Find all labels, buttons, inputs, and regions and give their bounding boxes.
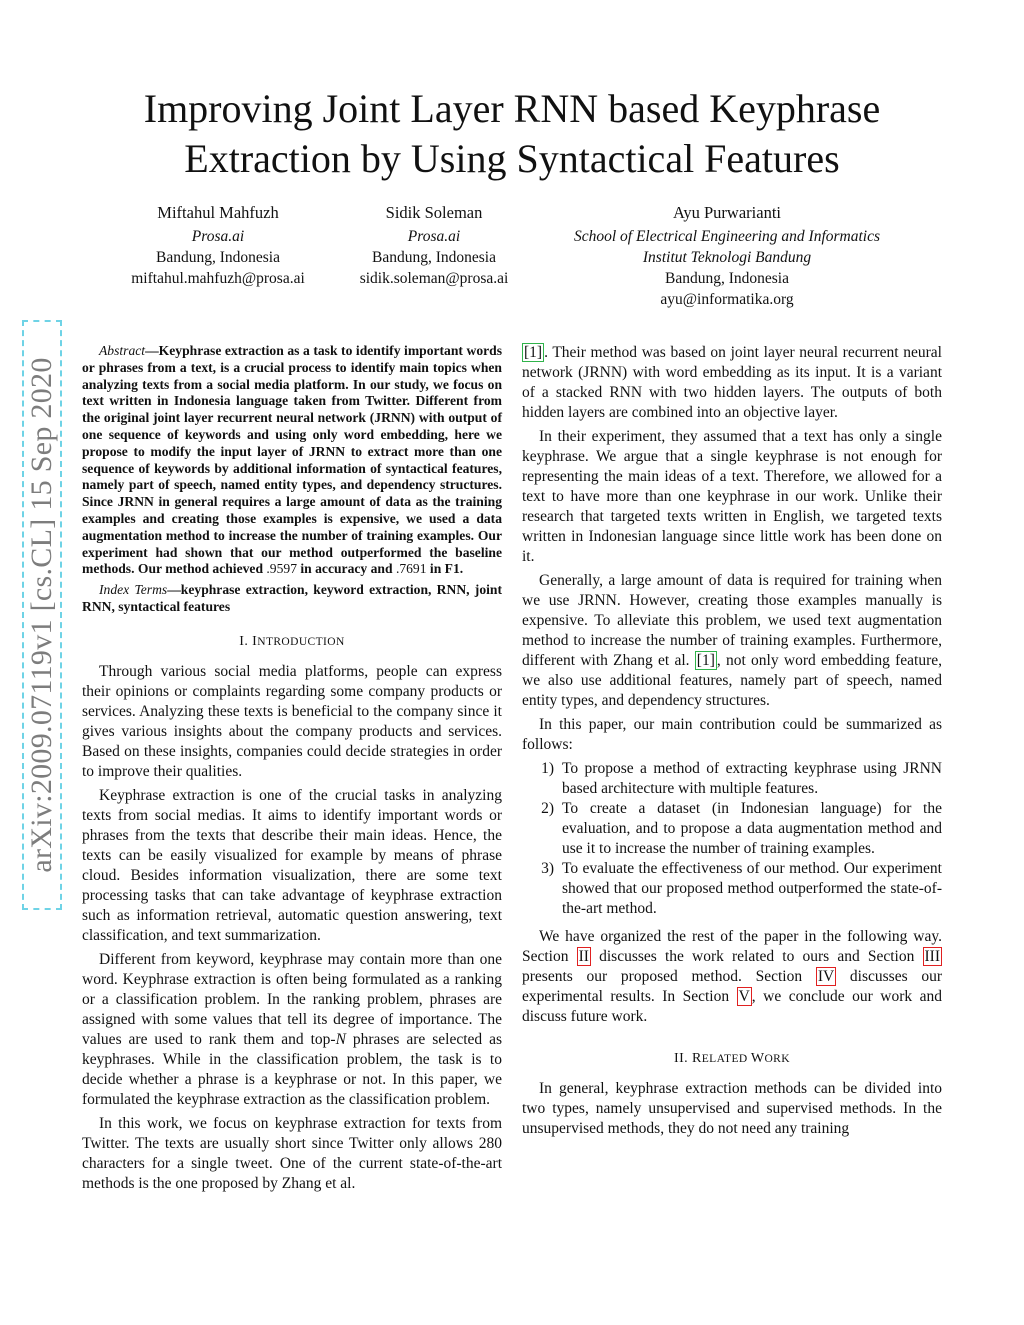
paragraph-continued: [1] . Their method was based on joint layer neural recurrent neural network (JRNN) with word embedding as its input. It is a variant of a stacked RNN with two hidden layers. The outputs of both hidden layers are combined into an objective layer. bbox=[522, 344, 942, 421]
index-terms-text: keyphrase extraction, keyword extraction, RNN, joint RNN, syntactical features bbox=[82, 582, 502, 614]
abstract-text: Keyphrase extraction as a task to identify important words or phrases from a text, is a crucial process to identify main topics when analyzing texts from a social media platform. In our study, we focus on text written in Indonesia language taken from Twitter. Different from the original joint layer recurrent neural network (JRNN) with output of one sequence of keywords and using only word embedding, here we propose to modify the input layer of JRNN to extract more than one sequence of keywords by additional information of syntactical features, namely part of speech, named entity types, and dependency structures. Since JRNN in general requires a large amount of data as the training examples and creating those examples is expensive, we used a data augmentation method to increase the number of training examples. Our experiment had shown that our method outperformed the baseline methods. Our method achieved bbox=[82, 343, 502, 577]
index-terms-label: Index Terms bbox=[99, 582, 168, 598]
author-block-1 bbox=[98, 202, 338, 289]
author-affiliation-school: School of Electrical Engineering and Informatics bbox=[573, 228, 881, 245]
author-affiliation-institute: Institut Teknologi Bandung bbox=[642, 249, 812, 266]
section-link[interactable]: IV bbox=[817, 968, 835, 985]
author-name: Miftahul Mahfuzh bbox=[157, 203, 279, 222]
author-affiliation: Prosa.ai bbox=[407, 228, 461, 245]
paragraph: In general, keyphrase extraction methods can be divided into two types, namely unsupervised and supervised methods. In the unsupervised methods, they do not need any training bbox=[522, 1080, 942, 1137]
author-block-2 bbox=[344, 202, 524, 289]
abstract: Abstract—Keyphrase extraction as a task to identify important words or phrases from a text, is a crucial process to identify main topics when analyzing texts from a social media platform. In our study, we focus on text written in Indonesia language taken from Twitter. Different from the original joint layer recurrent neural network (JRNN) with output of one sequence of keywords and using only word embedding, here we propose to modify the input layer of JRNN to extract more than one sequence of keywords by additional information of syntactical features, namely part of speech, named entity types, and dependency structures. Since JRNN in general requires a large amount of data as the training examples and creating those examples is expensive, we used a data augmentation method to increase the number of training examples. Our experiment had shown that our method outperformed the baseline methods. Our method achieved .9597 in accuracy and .7691 in F1. bbox=[82, 343, 502, 577]
section-heading-related-work: II. RELATED WORK bbox=[674, 1051, 790, 1066]
author-email: ayu@informatika.org bbox=[660, 291, 794, 308]
paragraph: Generally, a large amount of data is required for training when we use JRNN. However, creating those examples manually is expensive. To alleviate this problem, we used text augmentation method to increase the number of training examples. Furthermore, different with Zhang et al. [1] , not only word embedding feature, we also use additional features, namely part of speech, named entity types, and dependency structures. bbox=[522, 572, 943, 709]
right-column bbox=[522, 343, 942, 1143]
paragraph: Through various social media platforms, people can express their opinions or complaints regarding some company products or services. Analyzing these texts is beneficial to the company since it gives various insights about the company products and services. Based on these insights, companies could decide strategies in order to improve their qualities. bbox=[82, 662, 502, 780]
paragraph: Keyphrase extraction is one of the crucial tasks in analyzing texts from social medias. It aims to identify important words or phrases from the texts that describe their main ideas. Hence, the texts can be easily visualized for example by means of phrase cloud. Besides information visualization, there are some text processing tasks that can take advantage of keyphrase extraction such as information retrieval, automatic question answering, text classification, and text summarization. bbox=[82, 786, 502, 944]
accuracy-value: .9597 bbox=[266, 561, 297, 577]
author-name: Ayu Purwarianti bbox=[672, 203, 781, 222]
author-location: Bandung, Indonesia bbox=[372, 249, 496, 266]
title-line-1: Improving Joint Layer RNN based Keyphrase bbox=[143, 86, 881, 131]
list-item: 3) To evaluate the effectiveness of our method. Our experiment showed that our proposed method outperformed the state-of-the-art method. bbox=[541, 860, 942, 917]
f1-value: .7691 bbox=[395, 561, 427, 577]
author-email: sidik.soleman@prosa.ai bbox=[359, 270, 509, 287]
abstract-label: Abstract bbox=[99, 343, 146, 358]
author-block-3 bbox=[542, 202, 912, 310]
section-heading-introduction: I. INTRODUCTION bbox=[239, 633, 345, 649]
arxiv-identifier: arXiv:2009.07119v1 [cs.CL] 15 Sep 2020 bbox=[25, 357, 58, 873]
section-link[interactable]: III bbox=[924, 948, 940, 965]
author-location: Bandung, Indonesia bbox=[665, 270, 789, 287]
paragraph: In this work, we focus on keyphrase extraction for texts from Twitter. The texts are usually short since Twitter only allows 280 characters for a single tweet. One of the current state-of-the-art methods is the one proposed by Zhang et al. bbox=[82, 1114, 502, 1192]
list-item: 1) To propose a method of extracting keyphrase using JRNN based architecture with multiple features. bbox=[541, 760, 942, 797]
paragraph: Different from keyword, keyphrase may contain more than one word. Keyphrase extraction is often being formulated as a ranking or a classification problem. In the ranking problem, phrases are assigned with some values that tell its degree of importance. The values are used to rank them and top-N phrases are selected as keyphrases. While in the classification problem, the task is to decide whether a phrase is a keyphrase or not. In this paper, we formulated the keyphrase extraction as the classification problem. bbox=[82, 950, 503, 1108]
section-link[interactable]: V bbox=[738, 988, 750, 1005]
paragraph: In their experiment, they assumed that a text has only a single keyphrase. We argue that a single keyphrase is not enough for representing the main ideas of a text. Therefore, we allowed for a text to have more than one keyphrase in our work. Unlike their research that targeted texts written in English, we targeted texts written in Indonesian language since little work has been done on it. bbox=[522, 428, 942, 565]
author-affiliation: Prosa.ai bbox=[191, 228, 245, 245]
left-column bbox=[82, 343, 502, 1198]
paragraph: In this paper, our main contribution could be summarized as follows: bbox=[522, 716, 942, 753]
math-n: N bbox=[335, 1030, 346, 1048]
author-email: miftahul.mahfuzh@prosa.ai bbox=[131, 270, 305, 287]
index-terms: Index Terms—keyphrase extraction, keyword extraction, RNN, joint RNN, syntactical features bbox=[82, 582, 502, 614]
author-name: Sidik Soleman bbox=[385, 203, 483, 222]
title-line-2: Extraction by Using Syntactical Features bbox=[184, 136, 840, 181]
paper-title bbox=[100, 84, 924, 184]
citation-link[interactable]: [1] bbox=[696, 652, 715, 669]
citation-link[interactable]: [1] bbox=[524, 344, 543, 361]
paragraph: We have organized the rest of the paper in the following way. Section II discusses the work related to ours and Section III presents our proposed method. Section IV discusses our experimental results. In Section V , we conclude our work and discuss future work. bbox=[522, 928, 943, 1025]
section-link[interactable]: II bbox=[578, 948, 589, 965]
author-location: Bandung, Indonesia bbox=[156, 249, 280, 266]
list-item: 2) To create a dataset (in Indonesian language) for the evaluation, and to propose a data augmentation method and use it to increase the number of training examples. bbox=[541, 800, 942, 857]
arxiv-stamp bbox=[22, 320, 62, 910]
contribution-list bbox=[522, 759, 942, 919]
